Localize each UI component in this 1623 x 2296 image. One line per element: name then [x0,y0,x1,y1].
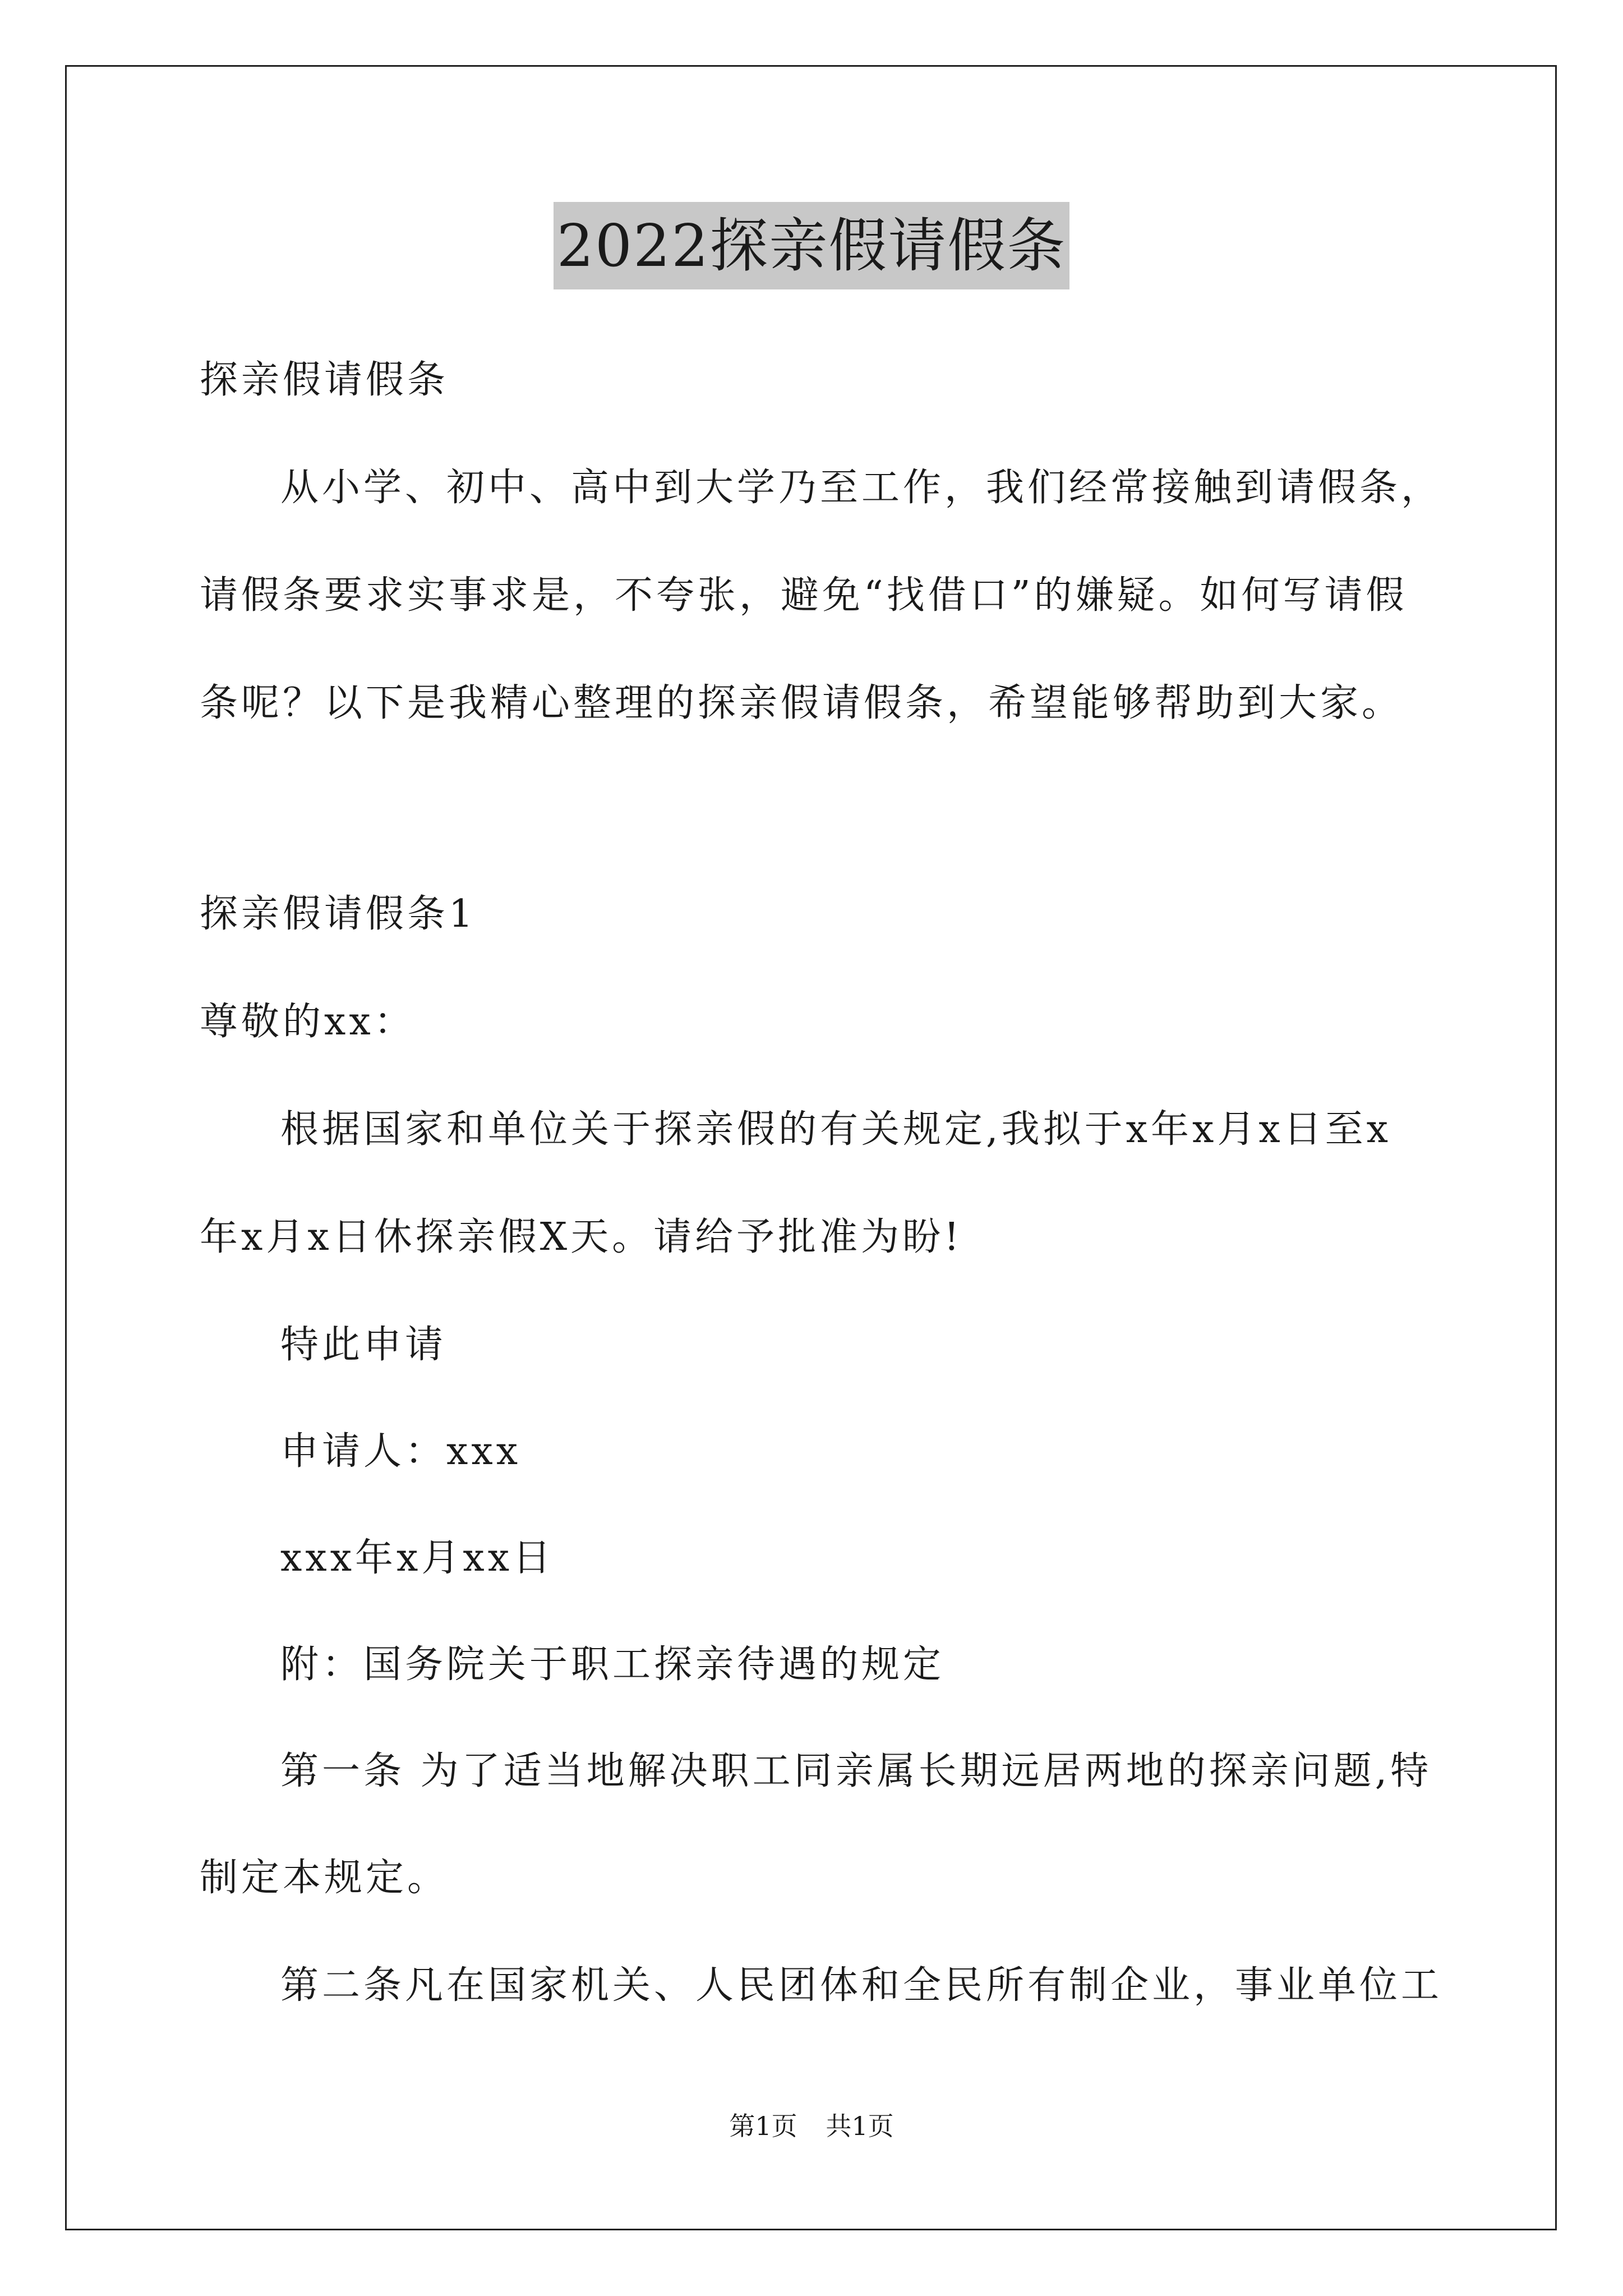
intro-line-1: 从小学、初中、高中到大学乃至工作，我们经常接触到请假条， [280,466,1443,510]
intro-line-3: 条呢？以下是我精心整理的探亲假请假条，希望能够帮助到大家。 [200,681,1404,725]
document-title: 2022探亲假请假条 [554,202,1070,289]
page-footer [0,2109,1623,2143]
article1-line-2: 制定本规定。 [200,1856,449,1900]
attachment-heading: 附：国务院关于职工探亲待遇的规定 [280,1642,945,1687]
closing: 特此申请 [280,1323,447,1367]
title-container [0,202,1623,289]
page-total: 共1页 [826,2111,894,2141]
body-line-1: 根据国家和单位关于探亲假的有关规定,我拟于x年x月x日至x [280,1107,1392,1152]
page-number: 第1页 [729,2111,797,2141]
section-heading: 探亲假请假条1 [200,892,477,936]
body-line-2: 年x月x日休探亲假X天。请给予批准为盼! [200,1215,963,1259]
article2-line-1: 第二条凡在国家机关、人民团体和全民所有制企业，事业单位工 [280,1963,1443,2008]
intro-line-2: 请假条要求实事求是，不夸张，避免“找借口”的嫌疑。如何写请假 [200,573,1408,618]
article1-line-1: 第一条 为了适当地解决职工同亲属长期远居两地的探亲问题,特 [280,1749,1432,1793]
subtitle: 探亲假请假条 [200,358,449,402]
salutation: 尊敬的xx： [200,1000,416,1044]
date: xxx年x月xx日 [280,1536,555,1580]
applicant: 申请人：xxx [280,1429,522,1474]
